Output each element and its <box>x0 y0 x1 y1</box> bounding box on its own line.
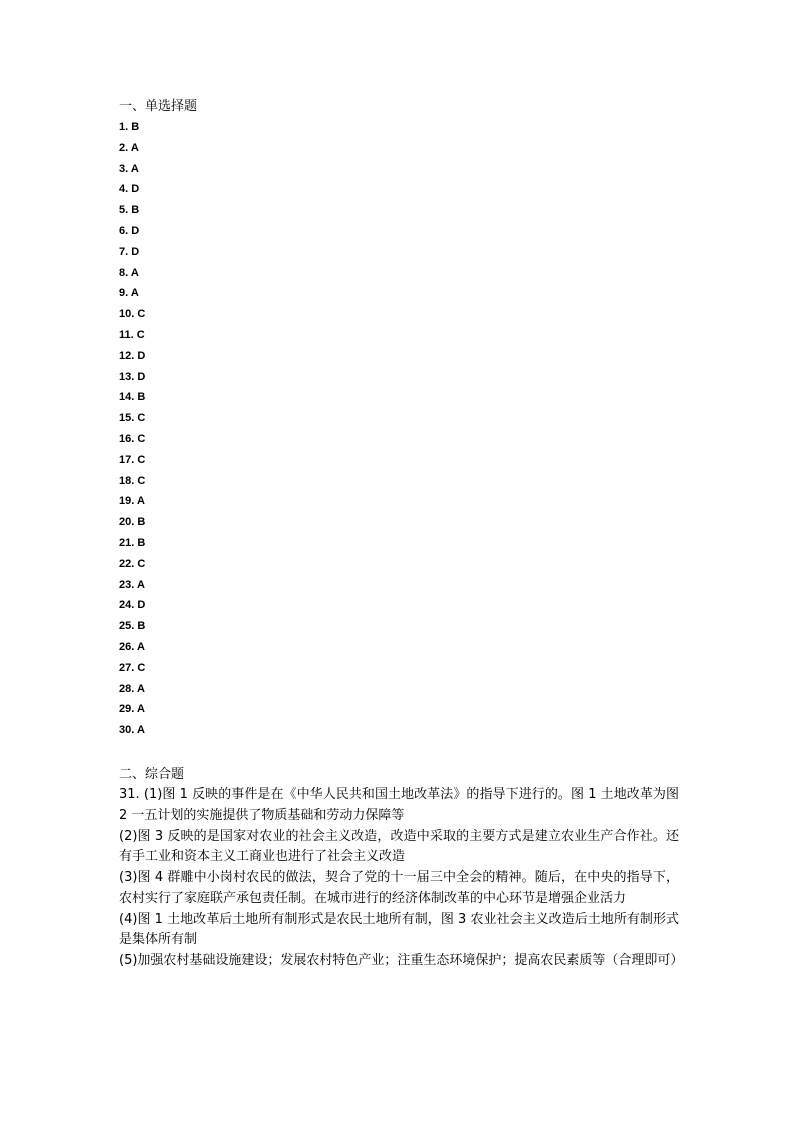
section-heading-comprehensive: 二、综合题 <box>119 766 185 782</box>
answer-item: 5. B <box>119 204 140 217</box>
answer-item: 21. B <box>119 536 146 549</box>
answer-item: 8. A <box>119 266 139 279</box>
answer-item: 27. C <box>119 661 146 674</box>
answer-item: 3. A <box>119 162 139 175</box>
answer-item: 20. B <box>119 516 146 529</box>
answer-paragraph: (4)图 1 土地改革后土地所有制形式是农民土地所有制，图 3 农业社会主义改造后土地所有制形式是集体所有制 <box>119 911 679 948</box>
answer-item: 30. A <box>119 724 145 737</box>
answer-paragraph: (5)加强农村基础设施建设；发展农村特色产业；注重生态环境保护；提高农民素质等（合理即可） <box>119 953 684 969</box>
document-page <box>119 96 684 972</box>
section-heading-single-choice: 一、单选择题 <box>119 99 198 114</box>
answer-item: 18. C <box>119 474 146 487</box>
answer-item: 9. A <box>119 287 139 300</box>
answer-paragraph: (3)图 4 群雕中小岗村农民的做法，契合了党的十一届三中全会的精神。随后，在中央的指导下，农村实行了家庭联产承包责任制。在城市进行的经济体制改革的中心环节是增强企业活力 <box>119 870 679 906</box>
answer-item: 22. C <box>119 557 146 570</box>
answer-item: 17. C <box>119 453 146 466</box>
answer-item: 23. A <box>119 578 145 591</box>
answer-item: 19. A <box>119 495 145 508</box>
answer-item: 6. D <box>119 224 140 237</box>
answer-item: 24. D <box>119 599 146 612</box>
answer-item: 13. D <box>119 370 146 383</box>
answer-item: 16. C <box>119 432 146 445</box>
answer-item: 26. A <box>119 640 145 653</box>
answer-item: 29. A <box>119 703 145 716</box>
answer-item: 4. D <box>119 183 140 196</box>
answer-item: 1. B <box>119 121 140 133</box>
answer-paragraph: 31. (1)图 1 反映的事件是在《中华人民共和国土地改革法》的指导下进行的。图 1 土地改革为图 2 一五计划的实施提供了物质基础和劳动力保障等 <box>119 786 679 823</box>
answer-item: 11. C <box>119 328 145 341</box>
answer-item: 2. A <box>119 141 139 154</box>
answer-list <box>119 117 679 741</box>
answer-item: 12. D <box>119 349 146 362</box>
answer-item: 7. D <box>119 245 140 258</box>
answer-paragraph: (2)图 3 反映的是国家对农业的社会主义改造，改造中采取的主要方式是建立农业生产合作社。还有手工业和资本主义工商业也进行了社会主义改造 <box>119 828 679 865</box>
answer-item: 14. B <box>119 391 146 404</box>
answer-item: 25. B <box>119 620 146 633</box>
answer-item: 28. A <box>119 682 145 695</box>
answer-item: 15. C <box>119 412 146 425</box>
answer-item: 10. C <box>119 308 146 321</box>
